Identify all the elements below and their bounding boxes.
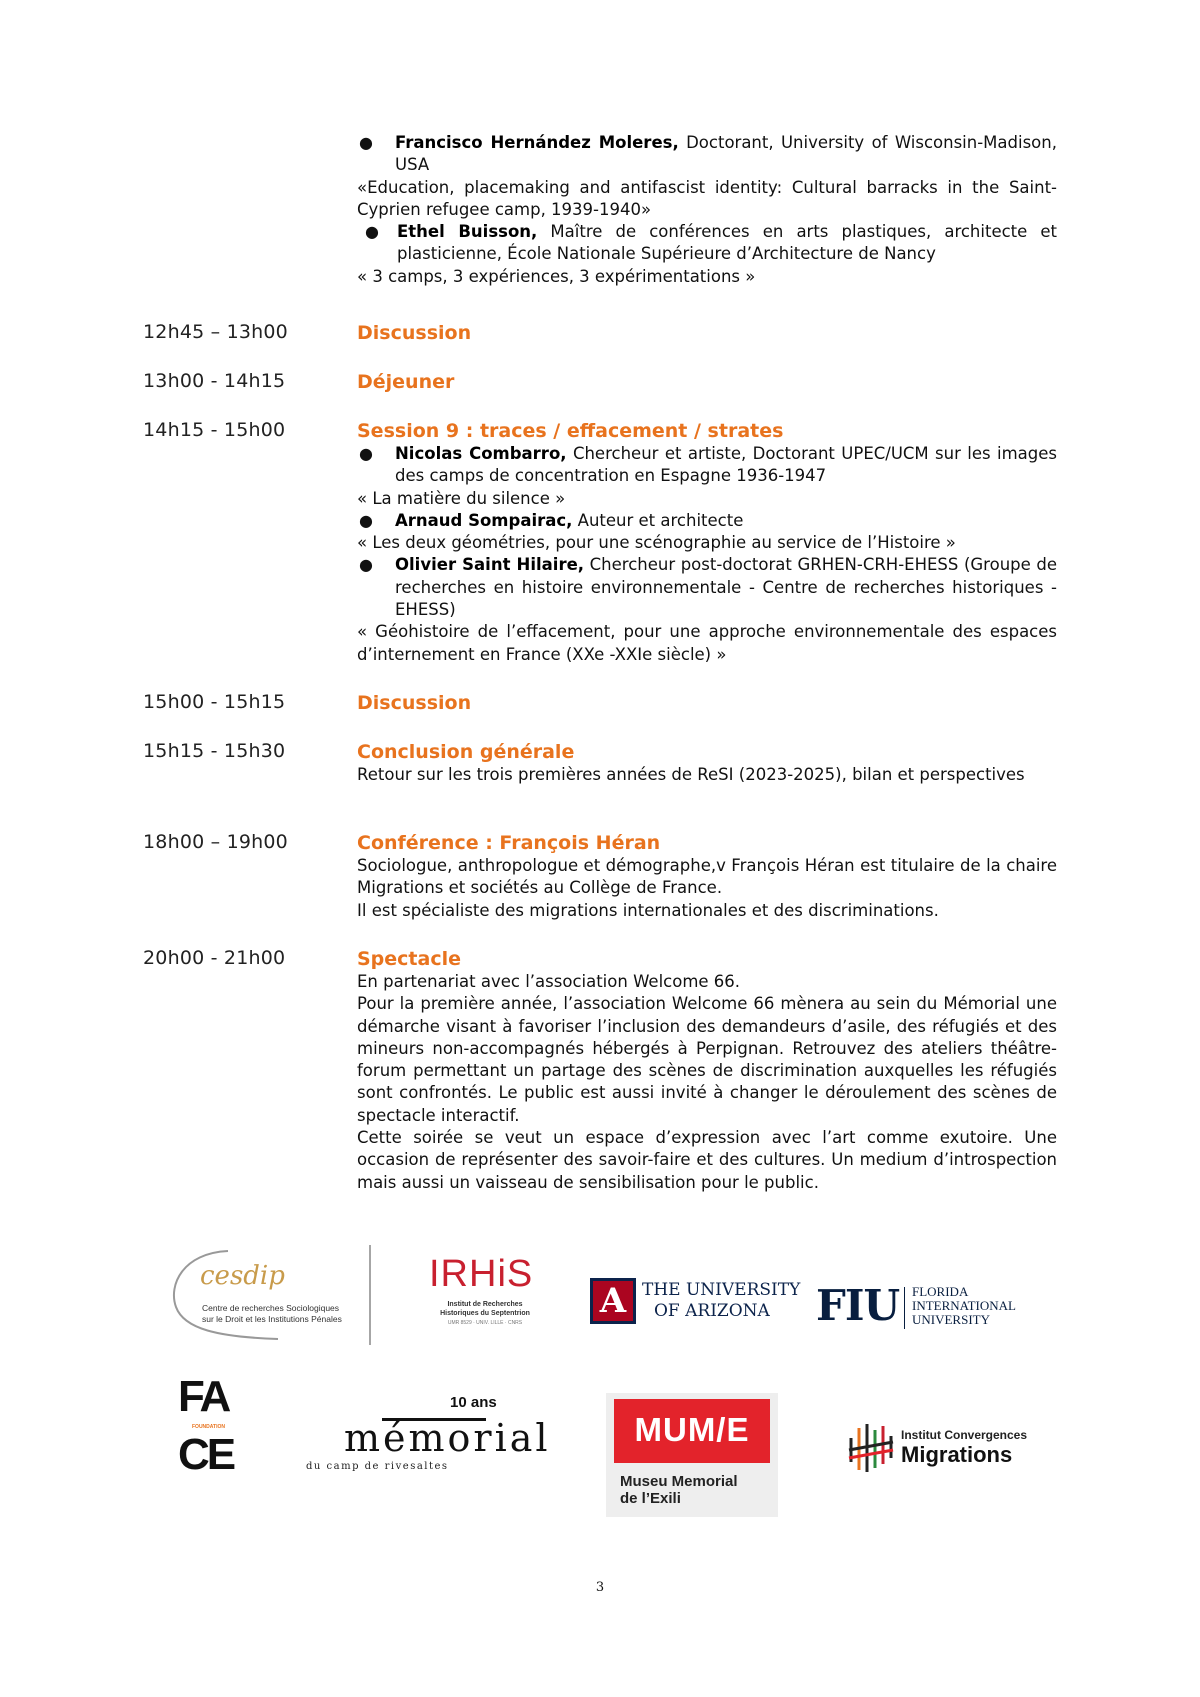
session-text: Pour la première année, l’association Welcome 66 mènera au sein du Mémorial une démarche visant à favoriser l’inclusion des demandeurs d’asile, des réfugiés et des mineurs non-accompagnés hébergés à Perpignan. Retrouvez des ateliers théâtre-forum permettant un partage des scènes de discrimination auxquelles les réfugiés sont confrontés. Le public est aussi invité à changer le déroulement des scènes de spectacle interactif. <box>357 994 1057 1125</box>
session-time: 18h00 – 19h00 <box>143 831 288 853</box>
icm-logo <box>845 1420 1045 1480</box>
irhis-subtitle: Institut de Recherches <box>447 1301 523 1308</box>
session-content <box>357 419 1057 666</box>
session-time: 14h15 - 15h00 <box>143 419 286 441</box>
speaker-name: Francisco Hernández Moleres, <box>395 133 679 152</box>
arizona-a-icon: A <box>590 1278 636 1324</box>
session-content <box>357 831 1057 922</box>
speaker-name: Nicolas Combarro, <box>395 444 567 463</box>
talk-title: « Géohistoire de l’effacement, pour une approche environnementale des espaces d’internement en France (XXe -XXIe siècle) » <box>357 622 1057 664</box>
session-title: Déjeuner <box>357 371 455 393</box>
session-content <box>357 947 1057 1194</box>
icm-name: Migrations <box>901 1442 1013 1467</box>
speaker-item <box>357 443 1057 488</box>
speaker-desc: Chercheur et artiste, Doctorant UPEC/UCM sur les images des camps de concentration en Espagne 1936-1947 <box>395 444 1058 486</box>
irhis-name: IRHiS <box>429 1253 534 1295</box>
session-content <box>357 691 1057 715</box>
arizona-name: OF ARIZONA <box>654 1301 770 1321</box>
icm-lines-icon <box>845 1420 897 1476</box>
session-text: Il est spécialiste des migrations internationales et des discriminations. <box>357 900 939 920</box>
speaker-item <box>357 132 1057 177</box>
session-content <box>357 370 1057 394</box>
bullet-icon: ● <box>359 510 373 530</box>
fiu-divider <box>904 1287 905 1329</box>
talk-title: « 3 camps, 3 expériences, 3 expérimentations » <box>357 266 756 286</box>
face-top: FA <box>178 1372 229 1421</box>
session-text: Sociologue, anthropologue et démographe,v François Héran est titulaire de la chaire Migrations et sociétés au Collège de France. <box>357 856 1057 898</box>
session-title: Spectacle <box>357 948 461 970</box>
session-text: Retour sur les trois premières années de ReSI (2023-2025), bilan et perspectives <box>357 765 1025 784</box>
bullet-icon: ● <box>359 444 373 463</box>
bullet-icon: ● <box>359 133 373 152</box>
talk-title: « La matière du silence » <box>357 488 566 508</box>
irhis-logo <box>425 1253 540 1333</box>
cesdip-subtitle: sur le Droit et les Institutions Pénales <box>202 1314 342 1324</box>
speaker-desc: Maître de conférences en arts plastiques, architecte et plasticienne, École Nationale Supérieure d’Architecture de Nancy <box>397 222 1058 264</box>
session-content <box>357 740 1057 786</box>
arizona-name: THE UNIVERSITY <box>642 1280 801 1300</box>
icm-name: Institut Convergences <box>901 1428 1028 1442</box>
session-text: Cette soirée se veut un espace d’expression avec l’art comme exutoire. Une occasion de représenter des savoir-faire et des cultures. Un medium d’introspection mais aussi un vaisseau de sensibilisation pour le public. <box>357 1128 1057 1192</box>
speaker-item <box>357 554 1057 621</box>
cesdip-arc-icon <box>168 1245 373 1345</box>
fiu-name: FLORIDA INTERNATIONAL UNIVERSITY <box>912 1284 1016 1327</box>
fiu-mark: FIU <box>816 1281 900 1330</box>
session-content <box>357 321 1057 345</box>
session-time: 12h45 – 13h00 <box>143 321 288 343</box>
session-title: Session 9 : traces / effacement / strates <box>357 420 784 442</box>
mume-name: de l’Exili <box>620 1490 681 1507</box>
bullet-icon: ● <box>359 555 373 575</box>
memorial-name: mémorial <box>344 1416 551 1460</box>
face-foundation: FOUNDATION <box>192 1424 225 1430</box>
speaker-item <box>357 221 1057 266</box>
face-logo <box>178 1372 238 1486</box>
speaker-name: Ethel Buisson, <box>397 222 538 242</box>
irhis-subtitle: UMR 8529 · UNIV. LILLE · CNRS <box>447 1320 523 1326</box>
memorial-logo <box>300 1394 560 1478</box>
memorial-subtitle: du camp de rivesaltes <box>306 1461 449 1472</box>
intro-content <box>357 132 1057 288</box>
mume-name: Museu Memorial <box>620 1473 738 1490</box>
arizona-logo <box>590 1278 801 1328</box>
speaker-desc: Auteur et architecte <box>572 510 744 530</box>
bullet-icon: ● <box>365 222 379 242</box>
talk-title: « Les deux géométries, pour une scénographie au service de l’Histoire » <box>357 533 956 553</box>
face-bottom: CE <box>178 1430 234 1479</box>
speaker-desc: Chercheur post-doctorat GRHEN-CRH-EHESS (Groupe de recherches en histoire environnementale - Centre de recherches historiques - EHESS) <box>395 555 1057 620</box>
talk-title: «Education, placemaking and antifascist identity: Cultural barracks in the Saint-Cyprien refugee camp, 1939-1940» <box>357 177 1057 219</box>
mume-block <box>614 1399 770 1463</box>
irhis-subtitle: Historiques du Septentrion <box>440 1310 530 1317</box>
cesdip-name: cesdip <box>200 1261 285 1291</box>
session-text: En partenariat avec l’association Welcome 66. <box>357 972 741 991</box>
session-title: Discussion <box>357 322 472 344</box>
speaker-name: Olivier Saint Hilaire, <box>395 555 585 575</box>
speaker-desc: Doctorant, University of Wisconsin-Madison, USA <box>395 133 1057 175</box>
memorial-anniversary: 10 ans <box>450 1394 497 1411</box>
session-time: 15h15 - 15h30 <box>143 740 286 762</box>
speaker-name: Arnaud Sompairac, <box>395 510 573 530</box>
session-time: 15h00 - 15h15 <box>143 691 286 713</box>
session-title: Discussion <box>357 692 472 714</box>
mume-mark: MUM/E <box>634 1411 750 1448</box>
fiu-logo <box>816 1281 1041 1335</box>
session-time: 20h00 - 21h00 <box>143 947 286 969</box>
session-time: 13h00 - 14h15 <box>143 370 286 392</box>
cesdip-subtitle: Centre de recherches Sociologiques <box>202 1303 340 1313</box>
session-title: Conférence : François Héran <box>357 832 661 854</box>
mume-logo <box>606 1393 778 1517</box>
page-number: 3 <box>595 1580 605 1595</box>
speaker-item <box>357 510 1057 532</box>
cesdip-logo <box>168 1245 373 1345</box>
session-title: Conclusion générale <box>357 741 575 763</box>
